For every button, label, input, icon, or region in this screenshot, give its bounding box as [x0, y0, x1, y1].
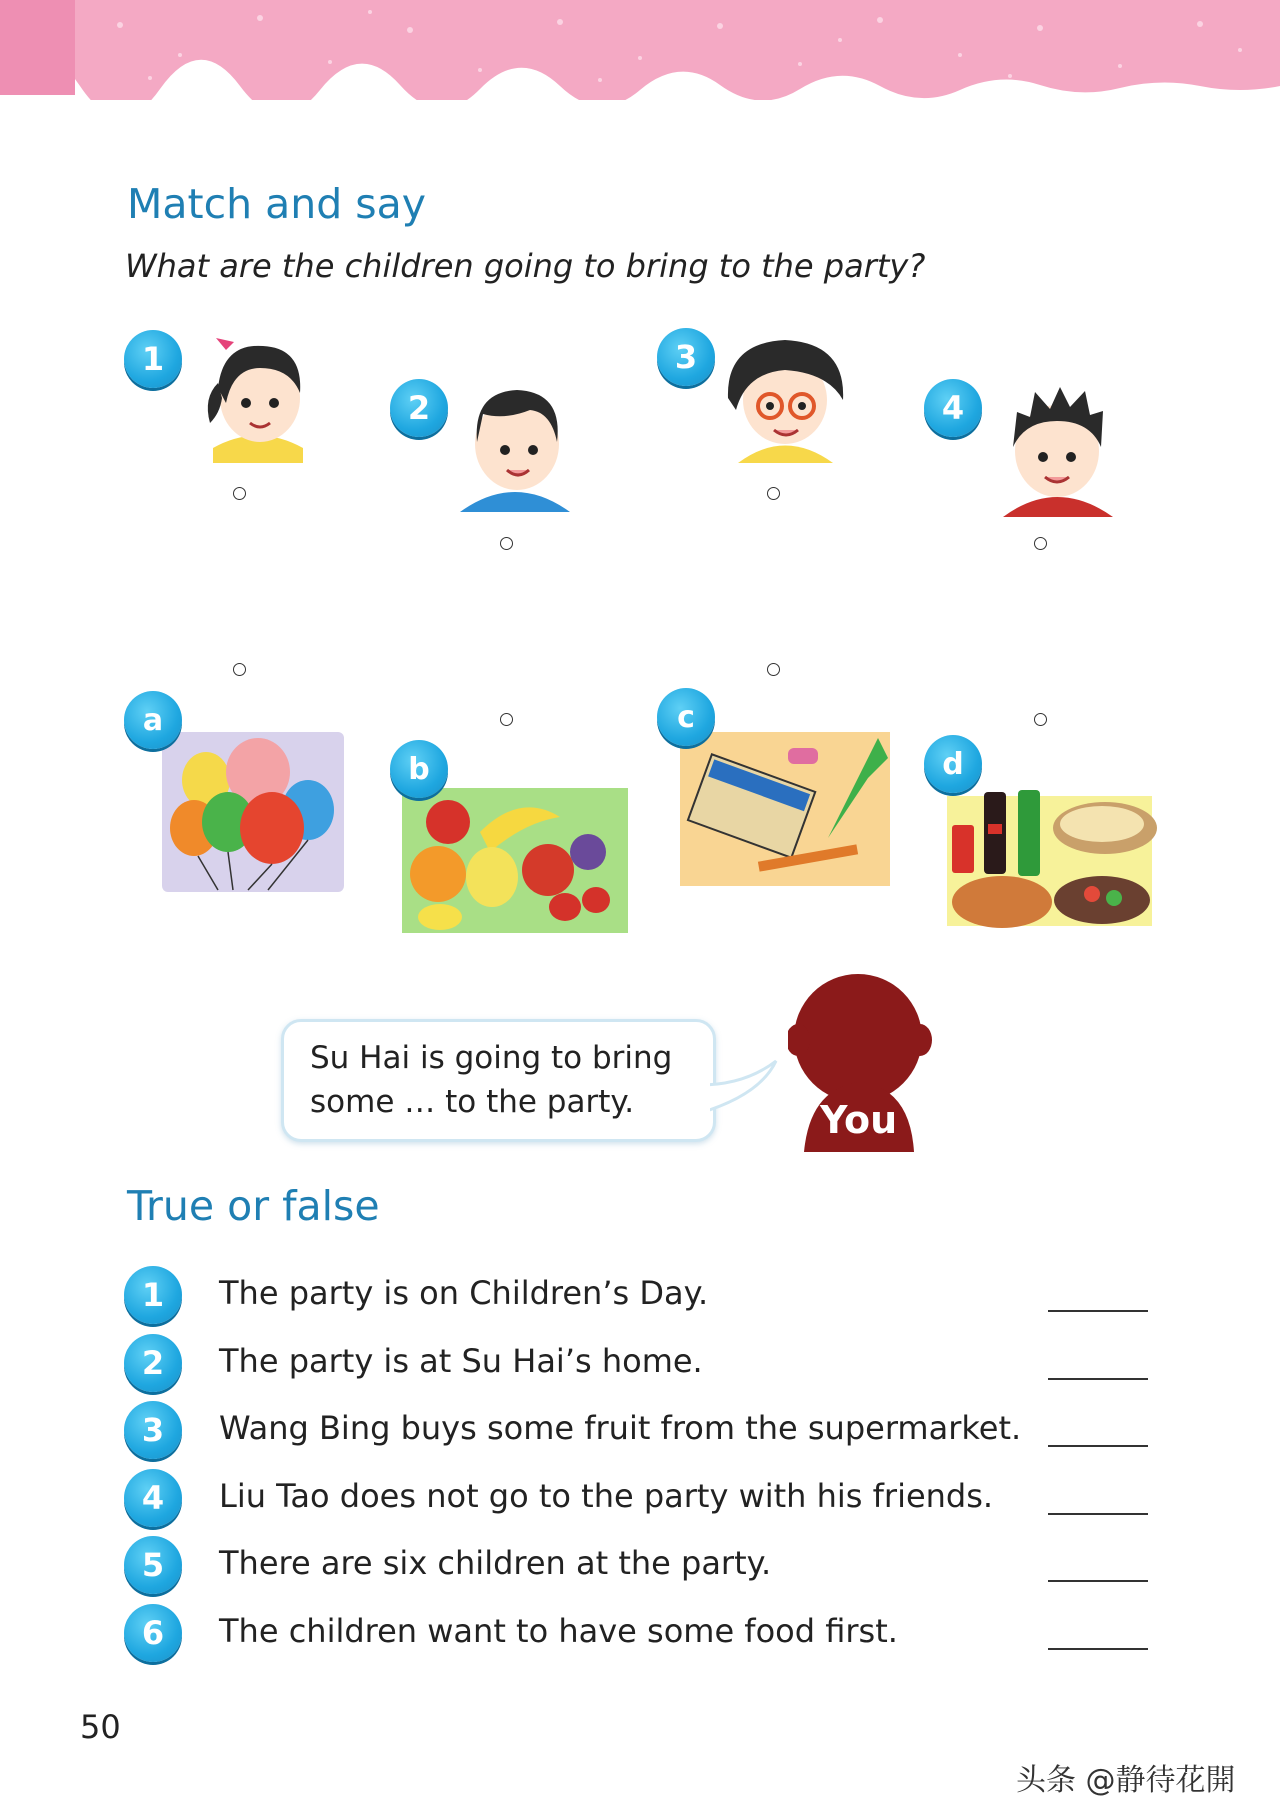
- statement-row: [124, 1604, 1154, 1664]
- child-number-badge-3: 3: [657, 328, 715, 386]
- speech-bubble-tail: [700, 1055, 780, 1115]
- item-a-match-dot[interactable]: [233, 663, 246, 676]
- balloons-picture: [158, 730, 346, 902]
- child-number-badge-2: 2: [390, 379, 448, 437]
- item-letter-badge-d: d: [924, 735, 982, 793]
- item-d-match-dot[interactable]: [1034, 713, 1047, 726]
- statement-number-badge: 3: [124, 1401, 182, 1459]
- boy-blue-shirt-picture: [455, 372, 575, 516]
- child-4-match-dot[interactable]: [1034, 537, 1047, 550]
- answer-blank[interactable]: [1048, 1445, 1148, 1447]
- statement-number-badge: 1: [124, 1266, 182, 1324]
- speech-bubble-text: Su Hai is going to bring some … to the party.: [310, 1040, 673, 1120]
- item-c-match-dot[interactable]: [767, 663, 780, 676]
- watermark-text: 头条 @静待花開: [1016, 1763, 1236, 1798]
- child-2-match-dot[interactable]: [500, 537, 513, 550]
- child-3-match-dot[interactable]: [767, 487, 780, 500]
- item-letter-badge-b: b: [390, 740, 448, 798]
- statement-text: Wang Bing buys some fruit from the supermarket.: [219, 1409, 1022, 1447]
- drinks-and-snacks-picture: [942, 780, 1157, 944]
- item-letter-badge-c: c: [657, 688, 715, 746]
- true-or-false-title: True or false: [127, 1182, 380, 1230]
- child-number-badge-4: 4: [924, 379, 982, 437]
- answer-blank[interactable]: [1048, 1378, 1148, 1380]
- child-1-match-dot[interactable]: [233, 487, 246, 500]
- statement-number-badge: 5: [124, 1536, 182, 1594]
- statement-number-badge: 2: [124, 1334, 182, 1392]
- item-b-match-dot[interactable]: [500, 713, 513, 726]
- girl-with-glasses-picture: [718, 328, 853, 467]
- statement-row: [124, 1266, 1154, 1326]
- statement-text: The party is on Children’s Day.: [219, 1274, 709, 1312]
- statement-text: There are six children at the party.: [219, 1544, 772, 1582]
- statement-text: The children want to have some food first.: [219, 1612, 898, 1650]
- statement-row: [124, 1334, 1154, 1394]
- item-letter-badge-a: a: [124, 691, 182, 749]
- statement-text: The party is at Su Hai’s home.: [219, 1342, 703, 1380]
- child-number-badge-1: 1: [124, 330, 182, 388]
- statement-row: [124, 1401, 1154, 1461]
- answer-blank[interactable]: [1048, 1648, 1148, 1650]
- boy-red-shirt-picture: [995, 377, 1120, 521]
- answer-blank[interactable]: [1048, 1580, 1148, 1582]
- page-number: 50: [80, 1708, 121, 1746]
- speech-bubble: [281, 1019, 716, 1142]
- board-game-and-toys-picture: [678, 728, 893, 894]
- fruit-picture: [400, 782, 630, 941]
- statement-number-badge: 6: [124, 1604, 182, 1662]
- statement-row: [124, 1536, 1154, 1596]
- girl-with-pigtails-picture: [198, 328, 318, 467]
- you-label: You: [820, 1098, 898, 1142]
- statement-text: Liu Tao does not go to the party with his friends.: [219, 1477, 994, 1515]
- statement-number-badge: 4: [124, 1469, 182, 1527]
- you-silhouette-icon: [788, 970, 933, 1156]
- answer-blank[interactable]: [1048, 1310, 1148, 1312]
- match-question: What are the children going to bring to the party?: [125, 247, 926, 285]
- match-and-say-title: Match and say: [127, 180, 427, 228]
- top-decorative-band: [0, 0, 1280, 100]
- answer-blank[interactable]: [1048, 1513, 1148, 1515]
- statement-row: [124, 1469, 1154, 1529]
